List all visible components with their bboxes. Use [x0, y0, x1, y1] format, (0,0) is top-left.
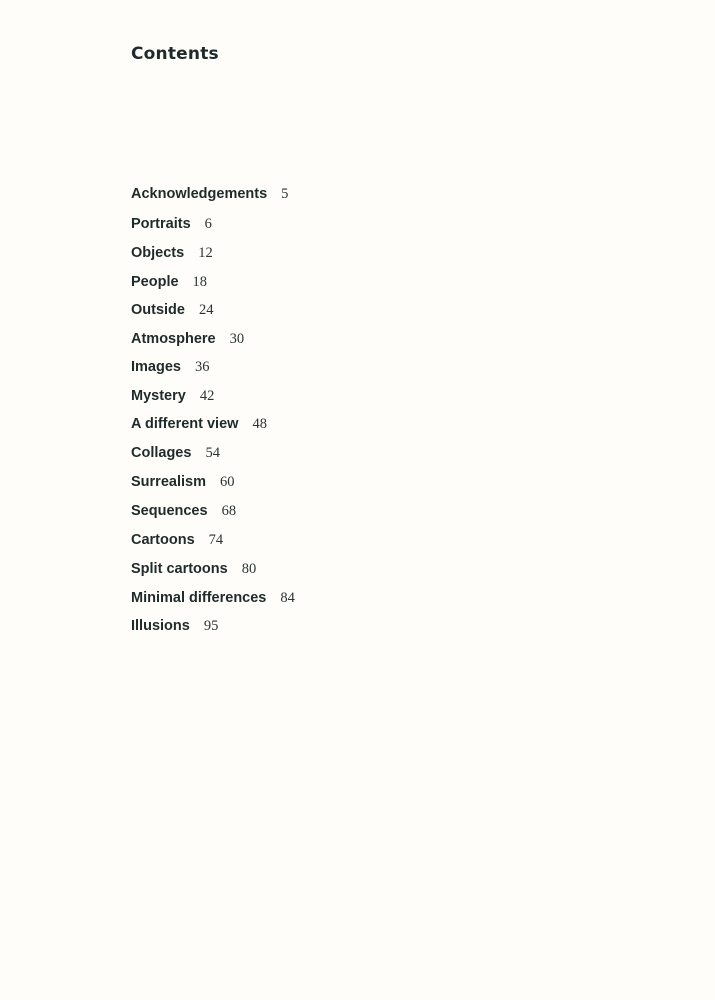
page-number: 54 [205, 445, 220, 461]
page-number: 36 [194, 359, 210, 375]
chapter-title: Collages [131, 445, 192, 461]
page-number: 24 [198, 302, 214, 318]
chapter-title: Illusions [131, 618, 190, 634]
page-number: 12 [198, 245, 213, 261]
page-title: Contents [131, 44, 219, 64]
chapter-title: Split cartoons [131, 561, 228, 577]
page-number: 30 [229, 331, 245, 347]
page-number: 84 [280, 590, 295, 606]
page-number: 48 [252, 416, 267, 432]
chapter-title: Atmosphere [131, 331, 216, 347]
page-number: 42 [199, 388, 215, 404]
chapter-title: Minimal differences [131, 590, 267, 606]
chapter-title: Cartoons [131, 532, 195, 548]
chapter-title: A different view [131, 416, 239, 432]
page-number: 95 [203, 618, 219, 634]
chapter-title: Images [131, 359, 181, 375]
chapter-title: Outside [131, 302, 185, 318]
page-number: 6 [204, 216, 212, 232]
page-number: 68 [221, 503, 237, 519]
page-number: 60 [219, 474, 235, 490]
chapter-title: Sequences [131, 503, 208, 519]
chapter-title: Acknowledgements [131, 186, 268, 202]
chapter-title: Portraits [131, 216, 191, 232]
page-number: 80 [241, 561, 257, 577]
chapter-title: Mystery [131, 388, 186, 404]
page-number: 74 [208, 532, 224, 548]
chapter-title: Surrealism [131, 474, 206, 490]
page-number: 18 [192, 274, 208, 290]
page-number: 5 [281, 186, 289, 202]
chapter-title: Objects [131, 245, 185, 261]
chapter-title: People [131, 274, 179, 290]
